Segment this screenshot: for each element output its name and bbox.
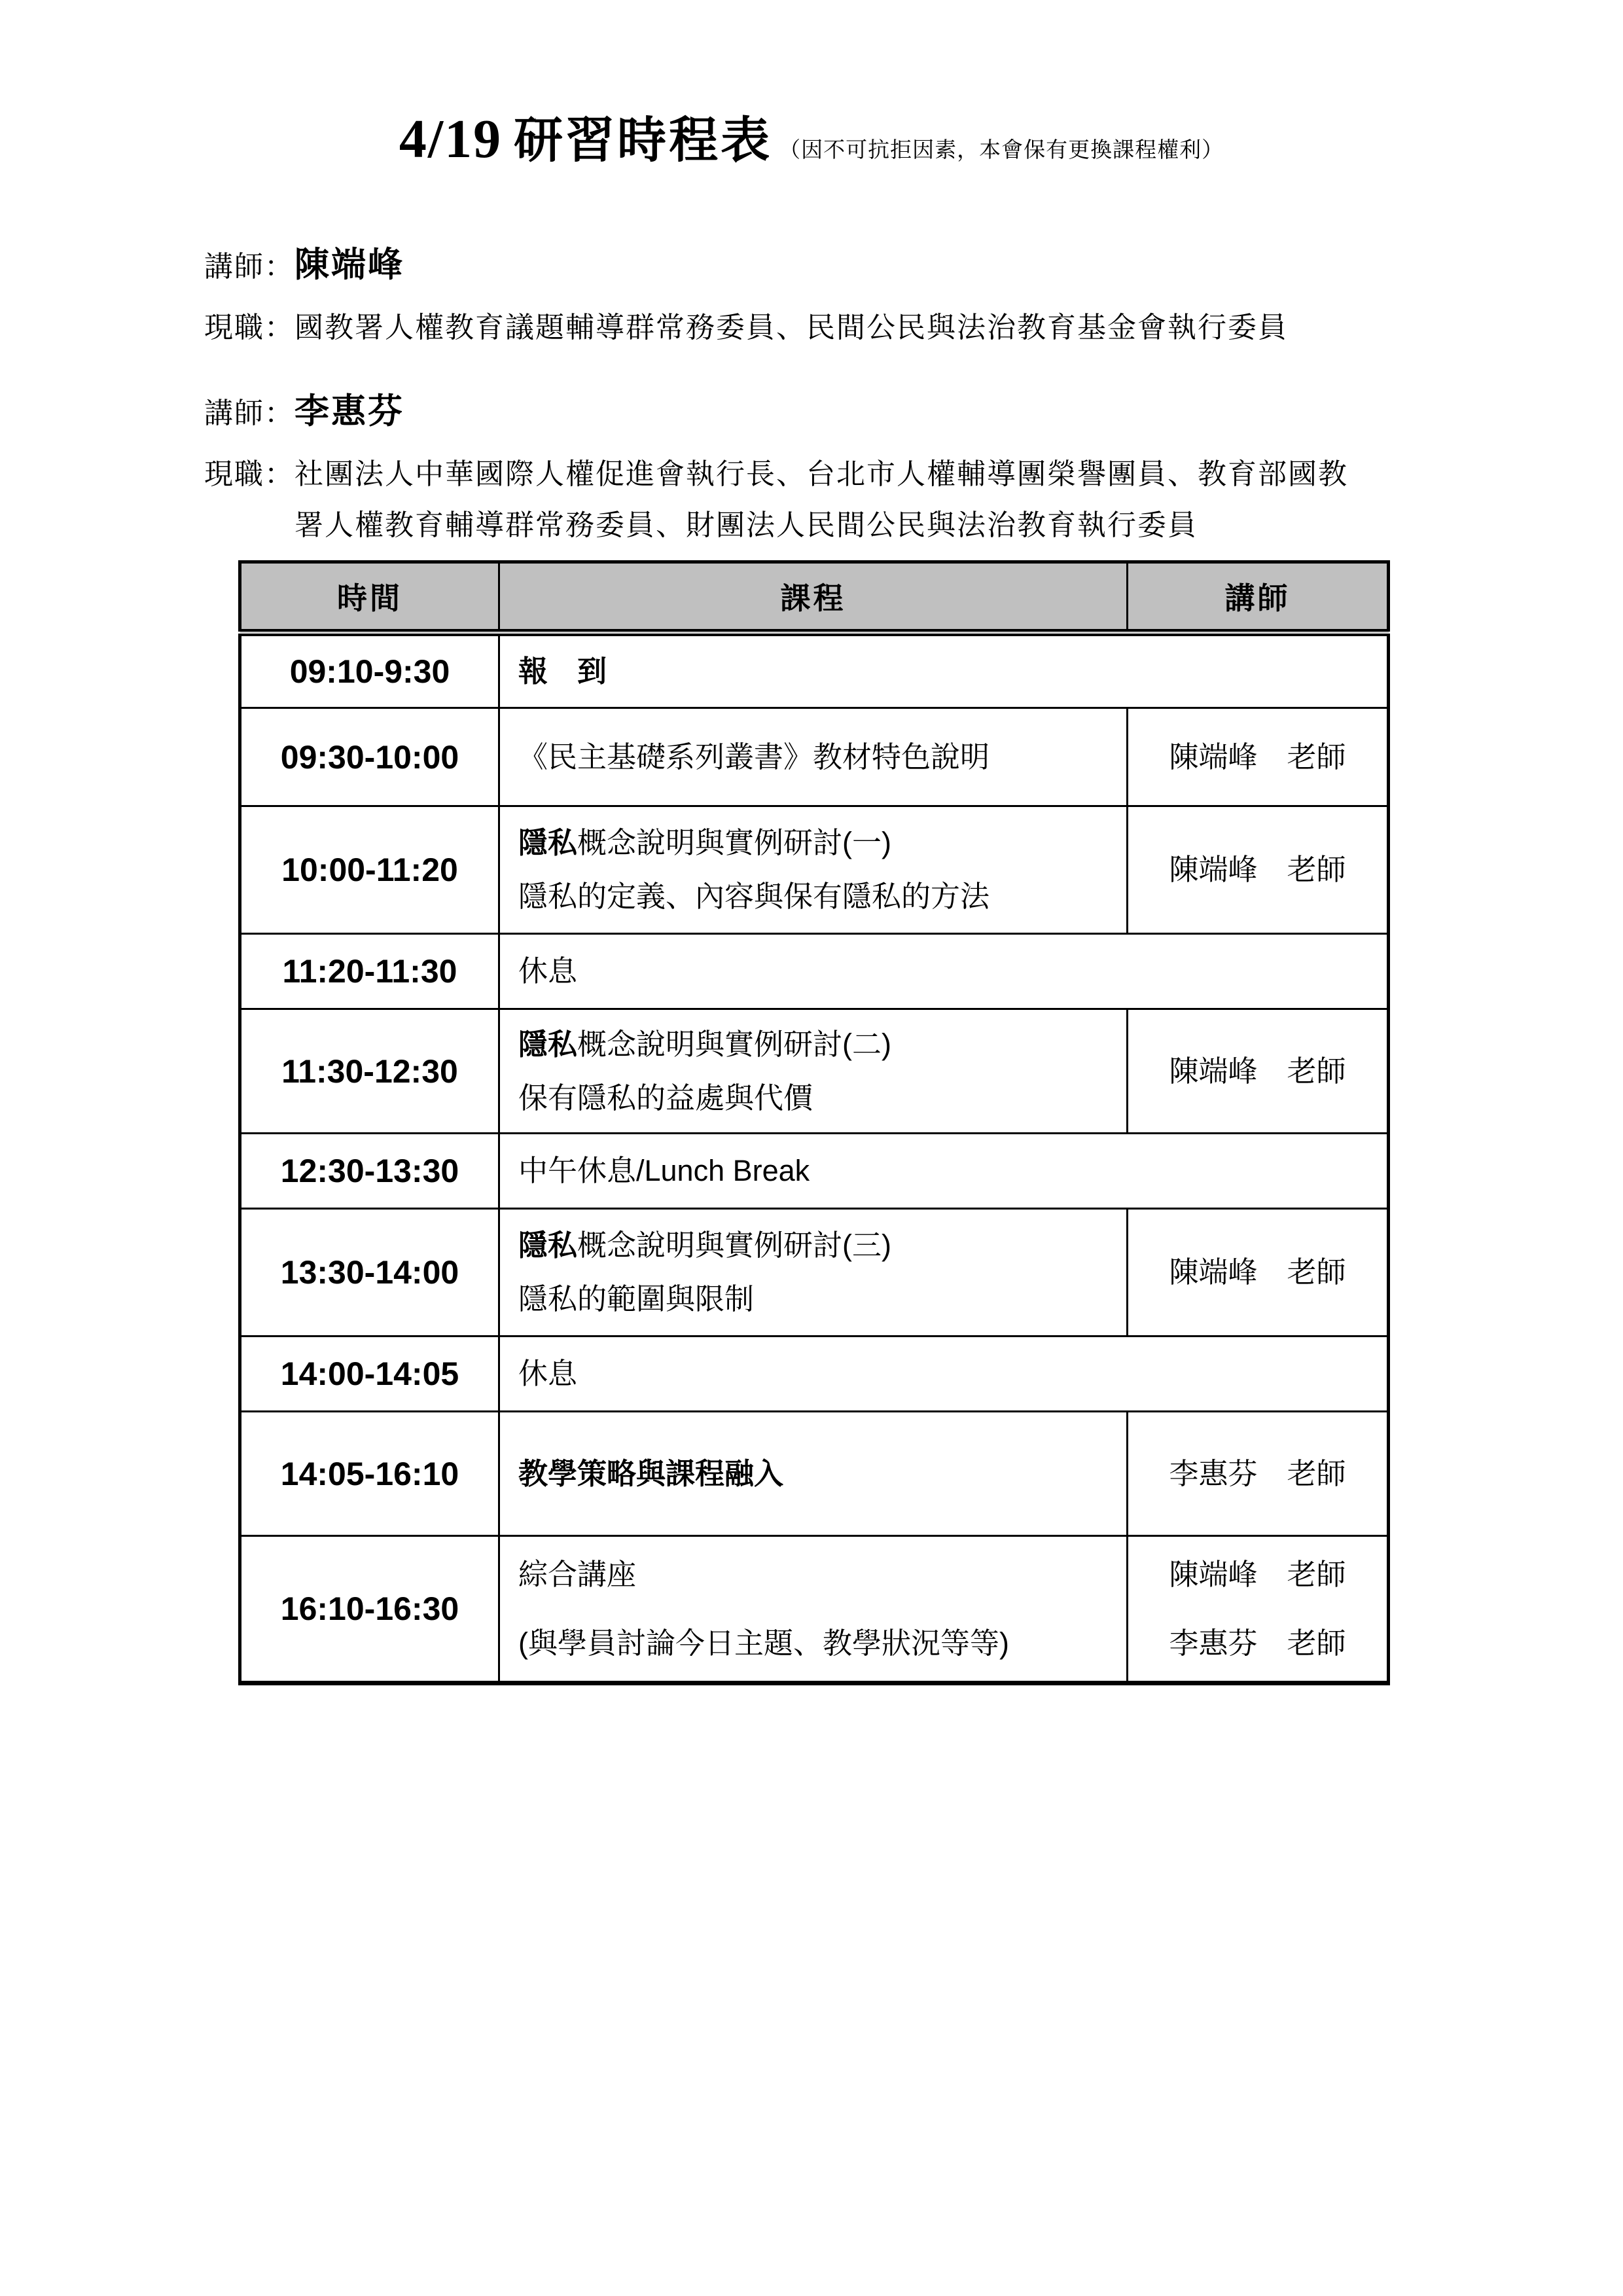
teacher-name: 李惠芬 老師 [1169, 1626, 1346, 1660]
time-cell: 11:20-11:30 [240, 934, 499, 1009]
teacher-name: 陳端峰 老師 [1169, 853, 1346, 886]
schedule-row [240, 1209, 1389, 1336]
time-cell: 13:30-14:00 [240, 1209, 499, 1336]
course-cell [499, 1412, 1128, 1536]
course-line: 隱私概念說明與實例研討(三) [518, 1229, 891, 1262]
course-line: 綜合講座 [518, 1558, 637, 1591]
schedule-row [240, 708, 1389, 806]
title-note: （因不可抗拒因素，本會保有更換課程權利） [779, 137, 1224, 162]
schedule-row [240, 934, 1389, 1009]
position-lines [294, 302, 1288, 353]
course-line: 報 到 [518, 655, 607, 688]
course-cell [499, 1536, 1128, 1683]
course-line: 休息 [518, 1357, 578, 1390]
position-label: 現職： [204, 458, 294, 490]
time-cell: 14:00-14:05 [240, 1336, 499, 1412]
title-main: 研習時程表 [514, 113, 773, 168]
course-cell [499, 1336, 1389, 1412]
teacher-cell [1128, 1536, 1389, 1683]
position-line: 署人權教育輔導群常務委員、財團法人民間公民與法治教育執行委員 [294, 509, 1198, 541]
teacher-cell [1128, 708, 1389, 806]
course-line: 教學策略與課程融入 [518, 1456, 784, 1490]
course-cell [499, 633, 1389, 708]
header-time: 時間 [240, 562, 499, 633]
position-line: 社團法人中華國際人權促進會執行長、台北市人權輔導團榮譽團員、教育部國教 [294, 458, 1348, 490]
course-cell [499, 708, 1128, 806]
schedule-table [238, 560, 1390, 1685]
schedule-header-row [240, 562, 1389, 633]
header-course: 課程 [499, 562, 1128, 633]
page-title [0, 101, 1623, 171]
time-cell: 16:10-16:30 [240, 1536, 499, 1683]
position-row [204, 302, 1453, 353]
schedule-row [240, 1536, 1389, 1683]
course-line: 隱私概念說明與實例研討(二) [518, 1027, 891, 1061]
header-teacher: 講師 [1128, 562, 1389, 633]
teacher-cell [1128, 806, 1389, 934]
teacher-cell [1128, 1412, 1389, 1536]
teacher-name: 陳端峰 老師 [1169, 740, 1346, 774]
time-cell: 12:30-13:30 [240, 1134, 499, 1209]
instructor-info-block [204, 237, 1453, 551]
schedule-row [240, 1009, 1389, 1134]
position-lines [294, 449, 1348, 551]
time-cell: 10:00-11:20 [240, 806, 499, 934]
time-cell: 14:05-16:10 [240, 1412, 499, 1536]
teacher-name: 陳端峰 老師 [1169, 1054, 1346, 1088]
schedule-row [240, 633, 1389, 708]
time-cell: 11:30-12:30 [240, 1009, 499, 1134]
position-line: 國教署人權教育議題輔導群常務委員、民間公民與法治教育基金會執行委員 [294, 312, 1288, 344]
teacher-cell [1128, 1209, 1389, 1336]
lecturer-row [204, 384, 1453, 433]
position-row [204, 449, 1453, 551]
course-cell [499, 1209, 1128, 1336]
course-cell [499, 934, 1389, 1009]
position-label: 現職： [204, 312, 294, 344]
time-cell: 09:30-10:00 [240, 708, 499, 806]
schedule-row [240, 1336, 1389, 1412]
course-line: 《民主基礎系列叢書》教材特色說明 [518, 740, 990, 774]
teacher-name: 陳端峰 老師 [1169, 1255, 1346, 1289]
course-cell [499, 1009, 1128, 1134]
lecturer-name: 陳端峰 [294, 245, 404, 284]
course-line: 中午休息/Lunch Break [518, 1154, 810, 1187]
teacher-name: 陳端峰 老師 [1169, 1558, 1346, 1591]
course-line: 休息 [518, 954, 578, 988]
schedule-row [240, 1412, 1389, 1536]
title-date: 4/19 [399, 109, 503, 170]
schedule-row [240, 1134, 1389, 1209]
lecturer-label: 講師： [204, 251, 294, 283]
course-line: 隱私的範圍與限制 [518, 1282, 755, 1316]
course-cell [499, 1134, 1389, 1209]
course-line: (與學員討論今日主題、教學狀況等等) [518, 1626, 1009, 1660]
schedule-row [240, 806, 1389, 934]
teacher-cell [1128, 1009, 1389, 1134]
lecturer-label: 講師： [204, 397, 294, 429]
time-cell: 09:10-9:30 [240, 633, 499, 708]
course-line: 隱私概念說明與實例研討(一) [518, 826, 891, 859]
teacher-name: 李惠芬 老師 [1169, 1456, 1346, 1490]
lecturer-row [204, 237, 1453, 287]
lecturer-name: 李惠芬 [294, 392, 404, 431]
course-line: 隱私的定義、內容與保有隱私的方法 [518, 880, 990, 913]
course-cell [499, 806, 1128, 934]
course-line: 保有隱私的益處與代價 [518, 1081, 813, 1115]
